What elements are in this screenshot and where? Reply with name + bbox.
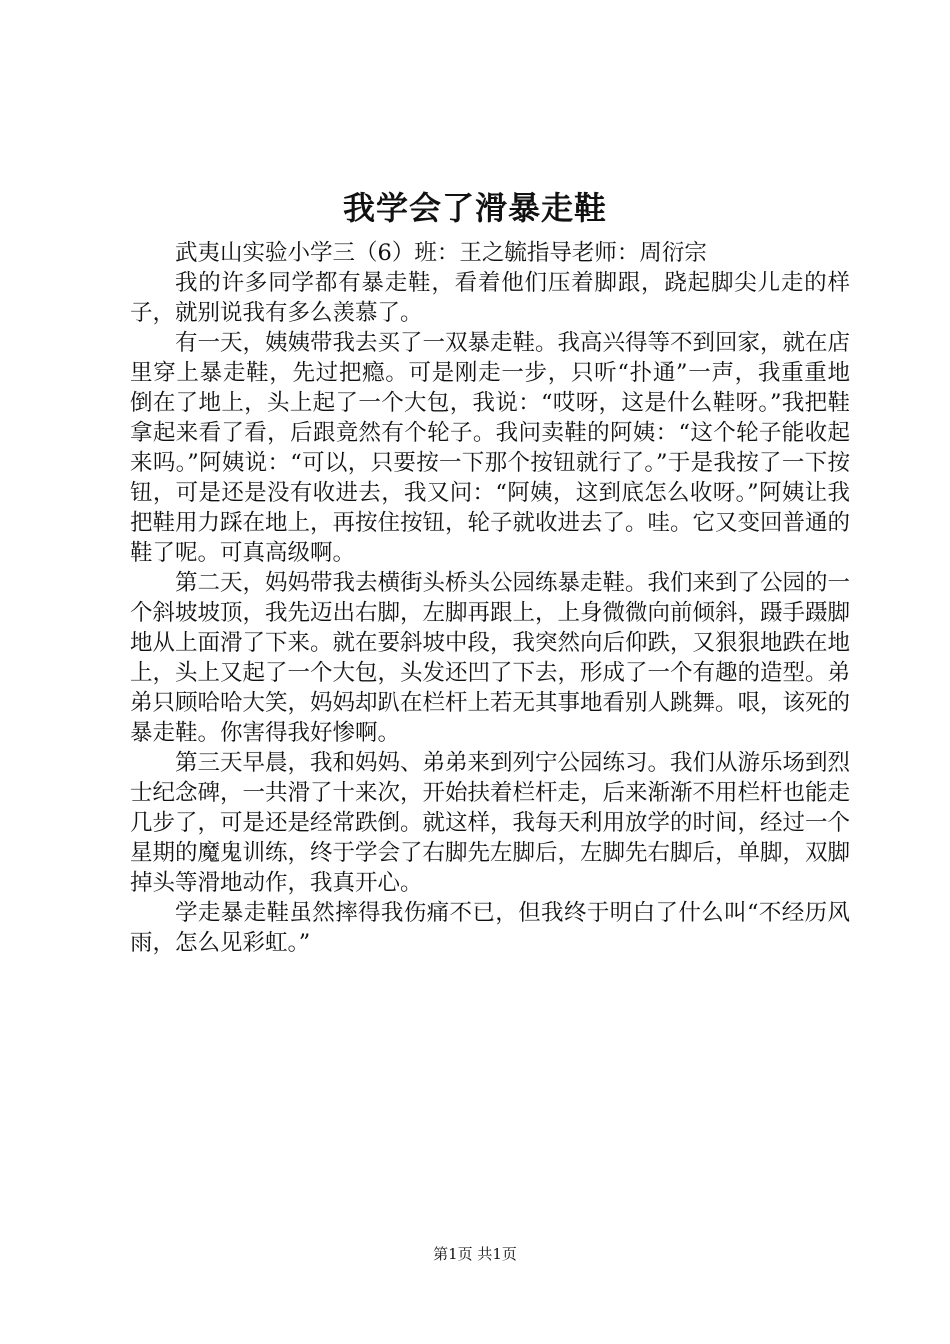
paragraph: 学走暴走鞋虽然摔得我伤痛不已，但我终于明白了什么叫“不经历风雨，怎么见彩虹。”	[130, 900, 850, 956]
paragraph: 我的许多同学都有暴走鞋，看着他们压着脚跟，跷起脚尖儿走的样子，就别说我有多么羡慕了。	[130, 270, 850, 326]
document-body	[130, 238, 850, 958]
document-title: 我学会了滑暴走鞋	[342, 189, 607, 227]
paragraph: 第三天早晨，我和妈妈、弟弟来到列宁公园练习。我们从游乐场到烈士纪念碑，一共滑了十来次，开始扶着栏杆走，后来渐渐不用栏杆也能走几步了，可是还是经常跌倒。就这样，我每天利用放学的时间，经过一个星期的魔鬼训练，终于学会了右脚先左脚后，左脚先右脚后，单脚，双脚掉头等滑地动作，我真开心。	[130, 750, 851, 896]
page-number-footer: 第1页 共1页	[433, 1245, 517, 1263]
paragraph: 有一天，姨姨带我去买了一双暴走鞋。我高兴得等不到回家，就在店里穿上暴走鞋，先过把瘾。可是刚走一步，只听“扑通”一声，我重重地倒在了地上，头上起了一个大包，我说：“哎呀，这是什么鞋呀。”我把鞋拿起来看了看，后跟竟然有个轮子。我问卖鞋的阿姨：“这个轮子能收起来吗。”阿姨说：“可以，只要按一下那个按钮就行了。”于是我按了一下按钮，可是还是没有收进去，我又问：“阿姨，这到底怎么收呀。”阿姨让我把鞋用力踩在地上，再按住按钮，轮子就收进去了。哇。它又变回普通的鞋了呢。可真高级啊。	[130, 330, 851, 566]
paragraph: 第二天，妈妈带我去横街头桥头公园练暴走鞋。我们来到了公园的一个斜坡坡顶，我先迈出右脚，左脚再跟上，上身微微向前倾斜，蹑手蹑脚地从上面滑了下来。就在要斜坡中段，我突然向后仰跌，又狠狠地跌在地上，头上又起了一个大包，头发还凹了下去，形成了一个有趣的造型。弟弟只顾哈哈大笑，妈妈却趴在栏杆上若无其事地看别人跳舞。哏，该死的暴走鞋。你害得我好惨啊。	[130, 570, 851, 746]
author-byline: 武夷山实验小学三（6）班：王之毓指导老师：周衍宗	[175, 240, 707, 266]
